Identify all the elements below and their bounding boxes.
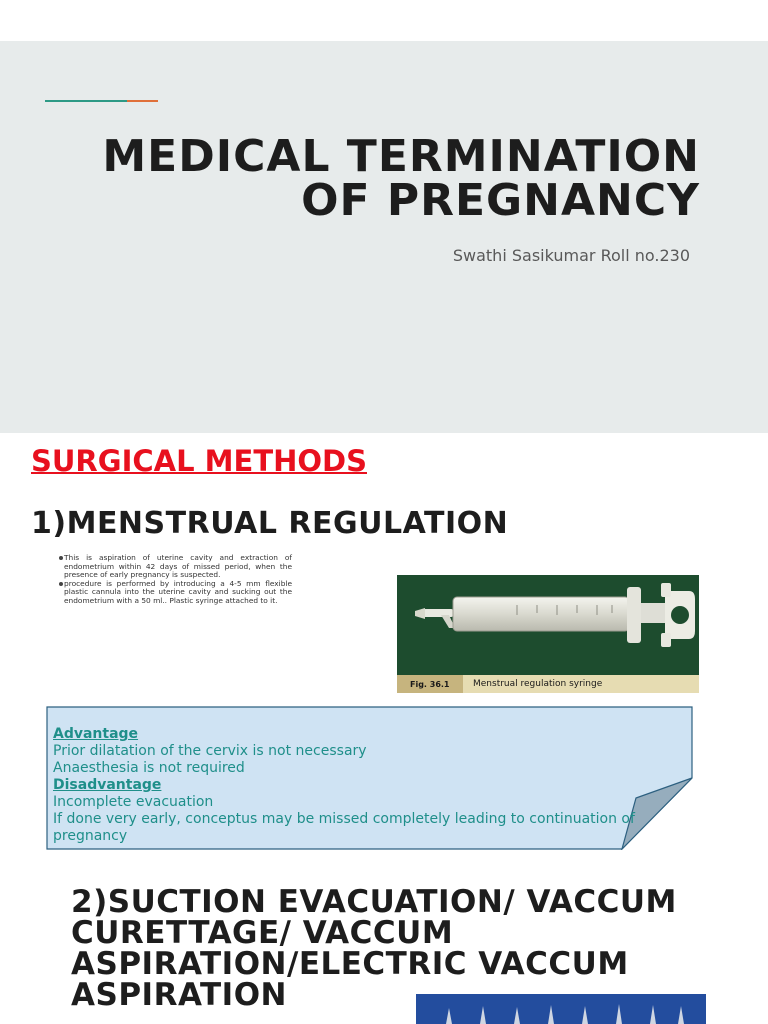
disadvantage-item: Incomplete evacuation — [53, 794, 214, 810]
method1-heading: 1)MENSTRUAL REGULATION — [31, 506, 509, 541]
method1-bullet-list — [60, 554, 292, 606]
figure-caption-bar — [397, 675, 699, 693]
method2-heading: 2)SUCTION EVACUATION/ VACCUM CURETTAGE/ VACCUM ASPIRATION/ELECTRIC VACCUM ASPIRATION — [71, 884, 677, 1013]
disadvantage-label: Disadvantage — [53, 777, 162, 793]
section-heading: SURGICAL METHODS — [31, 444, 367, 478]
syringe-illustration — [397, 575, 699, 675]
advantage-label: Advantage — [53, 726, 139, 742]
advantage-item: Anaesthesia is not required — [53, 760, 245, 776]
cannula-illustration — [416, 994, 706, 1024]
syringe-photo — [397, 575, 699, 693]
advantages-text — [53, 726, 693, 845]
bullet-item: This is aspiration of uterine cavity and extraction of endometrium within 42 days of missed period, when the presence of early pregnancy is suspected. — [60, 554, 292, 580]
cannula-photo — [416, 994, 706, 1024]
bullet-item: procedure is performed by introducing a 4-5 mm flexible plastic cannula into the uterine cavity and sucking out the endometrium with a 50 ml.. Plastic syringe attached to it. — [60, 580, 292, 606]
figure-label: Fig. 36.1 — [397, 675, 463, 693]
accent-line-teal — [45, 100, 127, 102]
advantages-box — [46, 706, 694, 850]
figure-caption: Menstrual regulation syringe — [473, 679, 603, 689]
advantage-item: Prior dilatation of the cervix is not necessary — [53, 743, 367, 759]
slide-title: MEDICAL TERMINATION OF PREGNANCY — [102, 131, 700, 226]
slide-subtitle: Swathi Sasikumar Roll no.230 — [452, 246, 690, 265]
disadvantage-item: If done very early, conceptus may be missed completely leading to continuation of pregnancy — [53, 811, 635, 844]
title-slide — [0, 41, 768, 433]
accent-line-orange — [127, 100, 158, 102]
